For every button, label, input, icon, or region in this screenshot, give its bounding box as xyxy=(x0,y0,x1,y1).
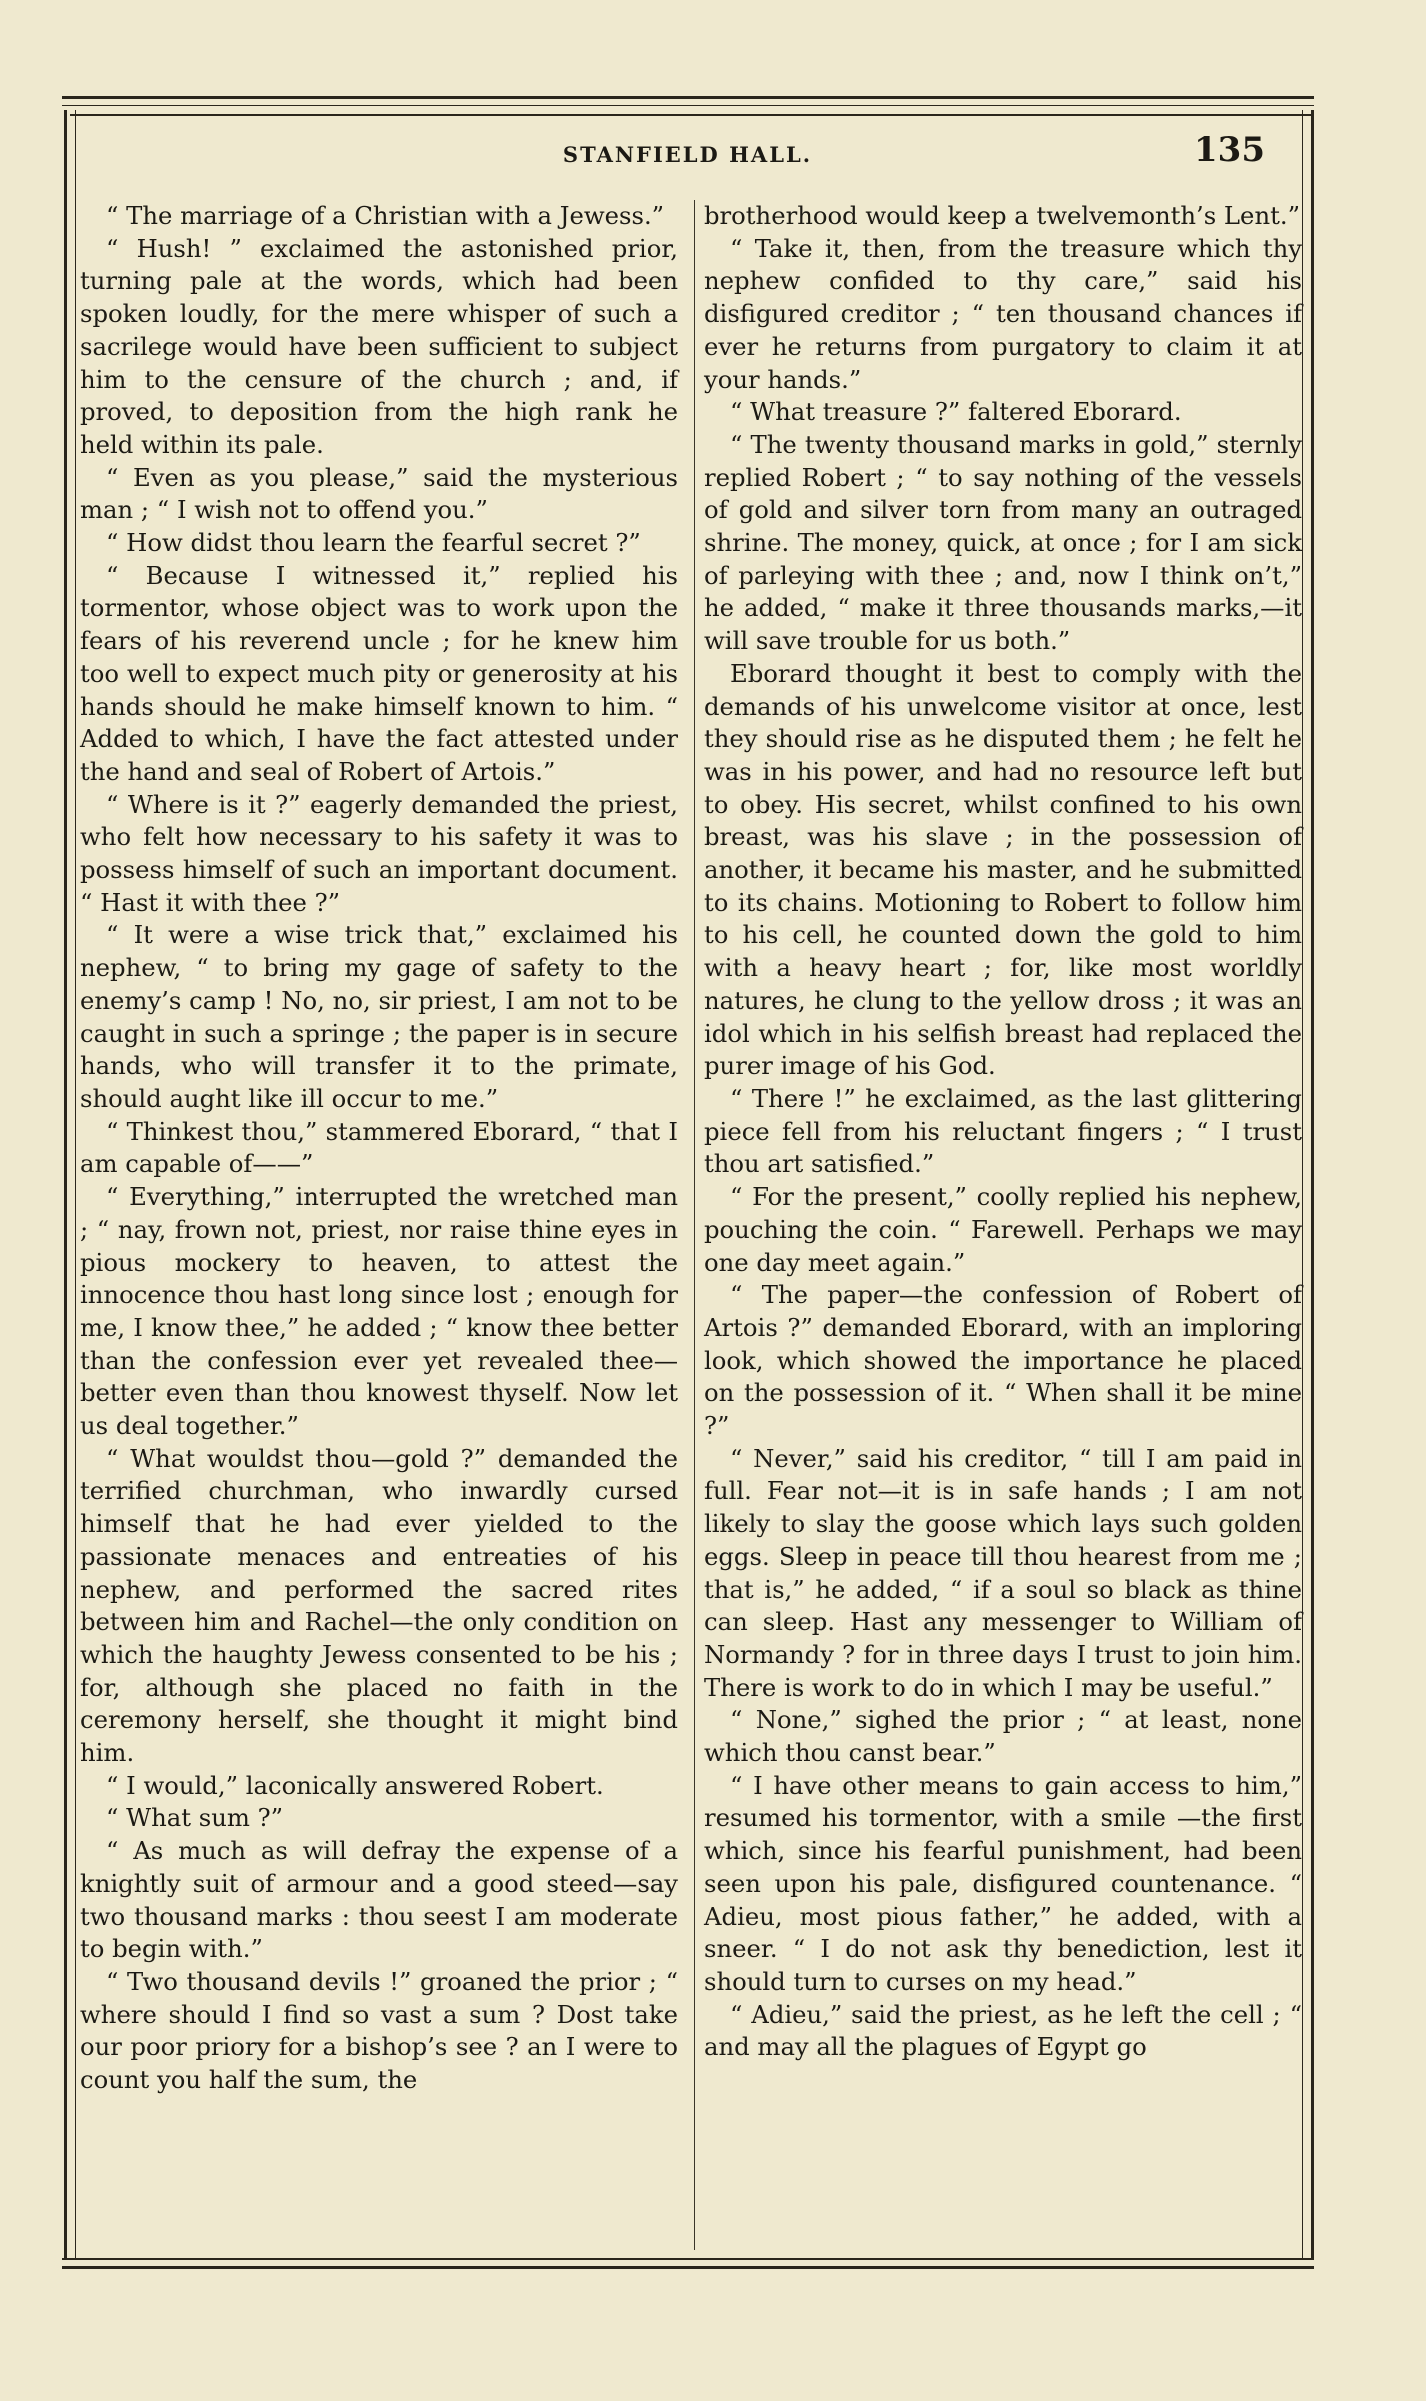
paragraph: “ The twenty thousand marks in gold,” sternly replied Robert ; “ to say nothing of the vessels of gold and silver torn from many an outraged shrine. The money, quick, at once ; for I am sick of parleying with thee ; and, now I think on’t,” he added, “ make it three thousands marks,—it will save trouble for us both.” xyxy=(704,429,1302,656)
paragraph: “ What treasure ?” faltered Eborard. xyxy=(730,397,1182,427)
running-title: STANFIELD HALL. xyxy=(562,142,813,167)
right-border-rule xyxy=(1302,110,1314,2260)
left-column xyxy=(80,200,678,2097)
paragraph: “ The marriage of a Christian with a Jewess.” xyxy=(106,201,665,230)
paragraph: “ Because I witnessed it,” replied his tormentor, whose object was to work upon the fears of his reverend uncle ; for he knew him too well to expect much pity or generosity at his hands should he make himself known to him. “ Added to which, I have the fact attested under the hand and seal of Robert of Artois.” xyxy=(80,560,678,786)
paragraph: “ For the present,” coolly replied his nephew, pouching the coin. “ Farewell. Perhaps we may one day meet again.” xyxy=(704,1182,1302,1277)
bottom-rule xyxy=(62,2258,1314,2269)
paragraph: “ Where is it ?” eagerly demanded the priest, who felt how necessary to his safety it was to possess himself of such an important document. “ Hast it with thee ?” xyxy=(80,789,678,917)
paragraph: “ Never,” said his creditor, “ till I am paid in full. Fear not—it is in safe hands ; I am not likely to slay the goose which lays such golden eggs. Sleep in peace till thou hearest from me ; that is,” he added, “ if a soul so black as thine can sleep. Hast any messenger to William of Normandy ? for in three days I trust to join him. There is work to do in which I may be useful.” xyxy=(704,1443,1302,1702)
paragraph: “ What wouldst thou—gold ?” demanded the terrified churchman, who inwardly cursed himself that he had ever yielded to the passionate menaces and entreaties of his nephew, and performed the sacred rites between him and Rachel—the only condition on which the haughty Jewess consented to be his ; for, although she placed no faith in the ceremony herself, she thought it might bind him. xyxy=(80,1443,678,1768)
paragraph: “ The paper—the confession of Robert of Artois ?” demanded Eborard, with an imploring look, which showed the importance he placed on the possession of it. “ When shall it be mine ?” xyxy=(704,1280,1302,1441)
continued-paragraph: brotherhood would keep a twelvemonth’s Lent.” xyxy=(704,201,1300,230)
paragraph: “ Adieu,” said the priest, as he left the cell ; “ and may all the plagues of Egypt go xyxy=(704,1999,1302,2062)
paragraph: “ There !” he exclaimed, as the last glittering piece fell from his reluctant fingers ; “ I trust thou art satisfied.” xyxy=(704,1083,1302,1179)
paragraph: “ Everything,” interrupted the wretched man ; “ nay, frown not, priest, nor raise thine eyes in pious mockery to heaven, to attest the innocence thou hast long since lost ; enough for me, I know thee,” he added ; “ know thee better than the confession ever yet revealed thee—better even than thou knowest thyself. Now let us deal together.” xyxy=(80,1182,678,1441)
top-rule xyxy=(62,96,1314,106)
paragraph: “ None,” sighed the prior ; “ at least, none which thou canst bear.” xyxy=(704,1705,1302,1768)
column-separator xyxy=(694,200,695,2250)
paragraph: “ What sum ?” xyxy=(106,1803,284,1833)
paragraph: “ Two thousand devils !” groaned the prior ; “ where should I find so vast a sum ? Dost take our poor priory for a bishop’s see ? an I were to count you half the sum, the xyxy=(80,1966,678,2095)
left-border-rule xyxy=(64,110,76,2260)
right-column xyxy=(704,200,1302,2064)
paragraph: “ How didst thou learn the fearful secret ?” xyxy=(106,528,641,558)
top-inner-rule xyxy=(70,114,1314,116)
paragraph: “ I would,” laconically answered Robert. xyxy=(106,1770,604,1800)
paragraph: “ I have other means to gain access to him,” resumed his tormentor, with a smile —the first which, since his fearful punishment, had been seen upon his pale, disfigured countenance. “ Adieu, most pious father,” he added, with a sneer. “ I do not ask thy benediction, lest it should turn to curses on my head.” xyxy=(704,1770,1302,1996)
page-number: 135 xyxy=(1194,130,1265,170)
paragraph: “ As much as will defray the expense of a knightly suit of armour and a good steed—say two thousand marks : thou seest I am moderate to begin with.” xyxy=(80,1836,678,1964)
paragraph: Eborard thought it best to comply with the demands of his unwelcome visitor at once, lest they should rise as he disputed them ; he felt he was in his power, and had no resource left but to obey. His secret, whilst confined to his own breast, was his slave ; in the possession of another, it became his master, and he submitted to its chains. Motioning to Robert to follow him to his cell, he counted down the gold to him with a heavy heart ; for, like most worldly natures, he clung to the yellow dross ; it was an idol which in his selfish breast had replaced the purer image of his God. xyxy=(704,658,1302,1081)
paragraph: “ Hush! ” exclaimed the astonished prior, turning pale at the words, which had been spoken loudly, for the mere whisper of such a sacrilege would have been sufficient to subject him to the censure of the church ; and, if proved, to deposition from the high rank he held within its pale. xyxy=(80,233,678,459)
paragraph: “ Thinkest thou,” stammered Eborard, “ that I am capable of——” xyxy=(80,1116,678,1179)
paragraph: “ It were a wise trick that,” exclaimed his nephew, “ to bring my gage of safety to the enemy’s camp ! No, no, sir priest, I am not to be caught in such a springe ; the paper is in secure hands, who will transfer it to the primate, should aught like ill occur to me.” xyxy=(80,920,678,1113)
paragraph: “ Take it, then, from the treasure which thy nephew confided to thy care,” said his disfigured creditor ; “ ten thousand chances if ever he returns from purgatory to claim it at your hands.” xyxy=(704,233,1302,394)
paragraph: “ Even as you please,” said the mysterious man ; “ I wish not to offend you.” xyxy=(80,462,678,525)
page-header xyxy=(80,118,1295,188)
